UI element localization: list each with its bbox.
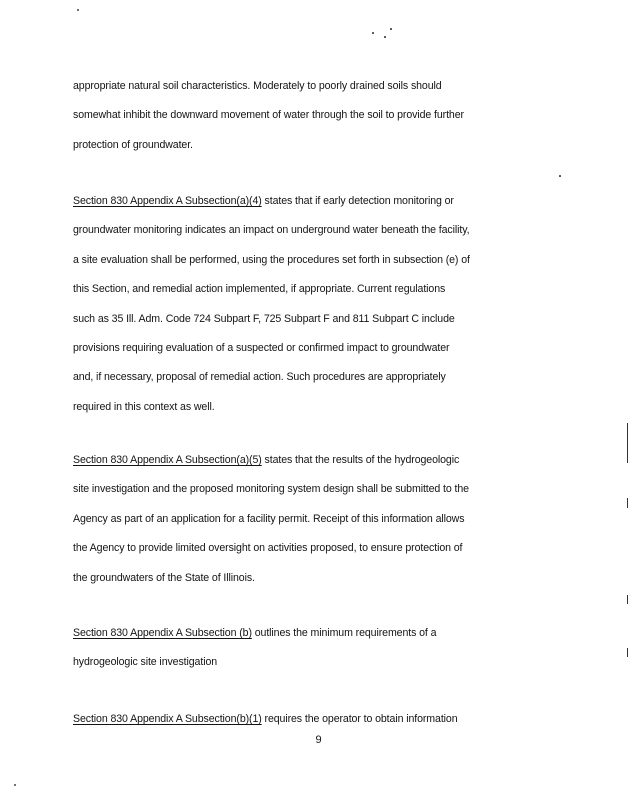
text-line: appropriate natural soil characteristics. Moderately to poorly drained soils should [73,80,442,92]
text-line: and, if necessary, proposal of remedial action. Such procedures are appropriately [73,371,446,384]
text-line: such as 35 Ill. Adm. Code 724 Subpart F, 725 Subpart F and 811 Subpart C include [73,312,455,325]
text-line: site investigation and the proposed monitoring system design shall be submitted to the [73,483,469,496]
text-line: the groundwaters of the State of Illinois. [73,571,255,584]
text-line: Agency as part of an application for a facility permit. Receipt of this information allows [73,512,465,525]
section-reference: Section 830 Appendix A Subsection(a)(4) [73,195,262,207]
scan-edge-mark [627,595,628,604]
paragraph-soil [73,72,573,160]
text-line [73,619,573,648]
text-line: protection of groundwater. [73,138,193,151]
section-reference: Section 830 Appendix A Subsection(b)(1) [73,713,262,725]
text-line: groundwater monitoring indicates an impact on underground water beneath the facility, [73,224,470,237]
text-run: states that if early detection monitoring or [261,195,454,207]
paragraph-subsection-a5 [73,446,573,593]
text-line: somewhat inhibit the downward movement of water through the soil to provide further [73,109,464,122]
text-run: states that the results of the hydrogeologic [261,454,460,466]
text-line: the Agency to provide limited oversight on activities proposed, to ensure protection of [73,542,463,555]
scan-speck [372,32,374,34]
paragraph-subsection-b1 [73,705,573,734]
scan-speck [14,784,16,786]
section-reference: Section 830 Appendix A Subsection (b) [73,627,252,639]
paragraph-subsection-b [73,619,573,678]
paragraph-subsection-a4 [73,187,573,422]
section-reference: Section 830 Appendix A Subsection(a)(5) [73,454,262,466]
text-line: provisions requiring evaluation of a suspected or confirmed impact to groundwater [73,341,450,354]
scan-edge-mark [627,498,628,508]
page-number: 9 [315,734,322,746]
scan-speck [559,175,561,177]
text-line [73,705,573,734]
scan-speck [384,36,386,38]
scan-speck [390,28,392,30]
text-run: outlines the minimum requirements of a [251,627,437,639]
text-line: hydrogeologic site investigation [73,656,218,669]
text-line: a site evaluation shall be performed, using the procedures set forth in subsection (e) of [73,253,470,266]
scan-edge-mark [627,648,628,657]
text-line [73,187,573,216]
text-line: required in this context as well. [73,400,215,413]
text-run: requires the operator to obtain information [261,713,458,725]
text-line: this Section, and remedial action implemented, if appropriate. Current regulations [73,283,446,296]
text-line [73,446,573,475]
scan-speck [77,9,79,11]
scan-edge-mark [627,423,628,463]
